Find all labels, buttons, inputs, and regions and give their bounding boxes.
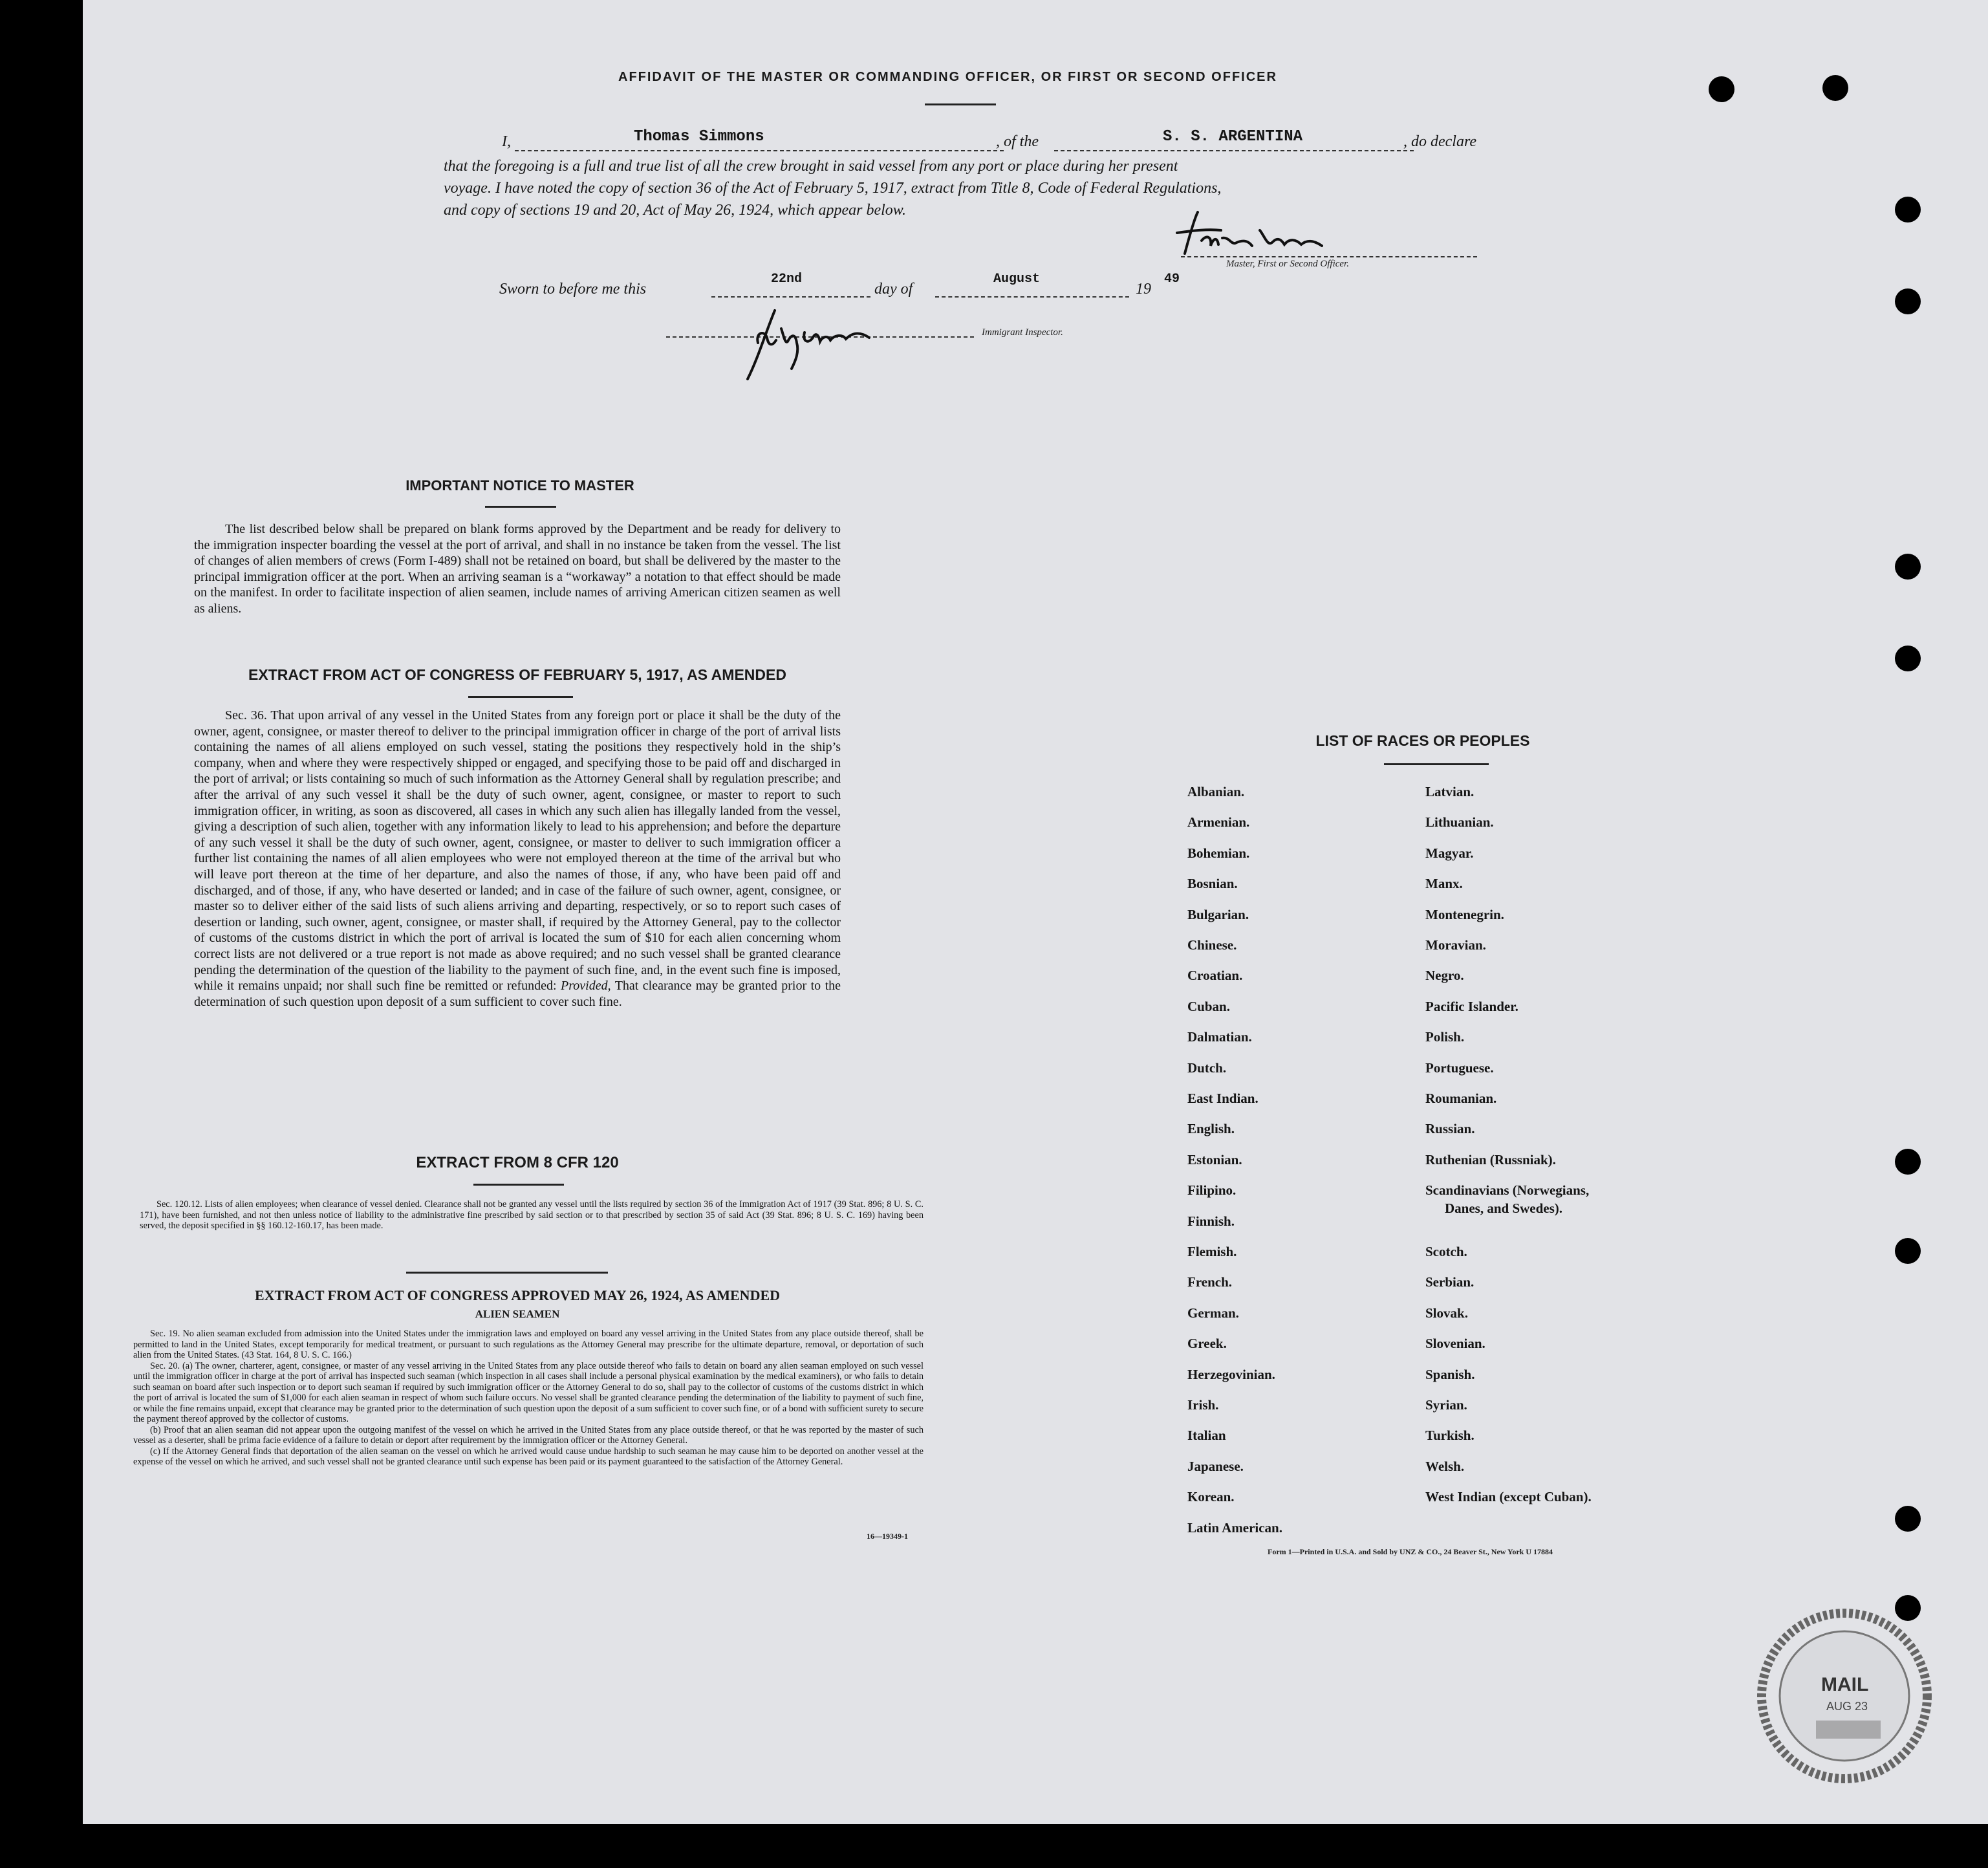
vessel-name: S. S. ARGENTINA	[1163, 128, 1303, 146]
race-item: French.	[1187, 1274, 1233, 1290]
race-item: Scotch.	[1425, 1244, 1467, 1259]
race-item: Filipino.	[1187, 1182, 1237, 1199]
of-the-label: , of the	[996, 133, 1039, 150]
race-item: Ruthenian (Russniak).	[1425, 1151, 1556, 1168]
race-item: Lithuanian.	[1425, 814, 1494, 831]
punch-hole	[1895, 197, 1921, 223]
race-item: Latin American.	[1187, 1519, 1282, 1536]
extract-1917-title: EXTRACT FROM ACT OF CONGRESS OF FEBRUARY 5, 1917, AS AMENDED	[248, 666, 786, 683]
race-item: Armenian.	[1187, 814, 1250, 831]
race-item: Korean.	[1187, 1489, 1235, 1505]
extract-cfr-text	[140, 1199, 924, 1232]
race-item: Bosnian.	[1187, 876, 1238, 892]
sworn-year: 49	[1164, 272, 1180, 287]
extract-1924-text	[133, 1329, 924, 1468]
race-item: Danes, and Swedes).	[1445, 1200, 1563, 1217]
race-item: Dalmatian.	[1187, 1029, 1252, 1045]
form-code: 16—19349-1	[867, 1532, 908, 1541]
race-item: Finnish.	[1187, 1213, 1235, 1229]
punch-hole	[1895, 1149, 1921, 1175]
race-item: Estonian.	[1187, 1151, 1242, 1168]
race-item: English.	[1187, 1121, 1235, 1137]
notice-text	[194, 521, 841, 617]
race-item: Dutch.	[1187, 1059, 1227, 1076]
extract-1917-rule	[468, 696, 573, 698]
races-rule	[1384, 763, 1489, 765]
race-item: Latvian.	[1425, 784, 1475, 799]
do-declare-label: , do declare	[1403, 133, 1477, 150]
proviso-label: Provided,	[561, 979, 611, 994]
race-item: Roumanian.	[1425, 1091, 1497, 1106]
race-item: Bulgarian.	[1187, 906, 1249, 922]
race-item: Albanian.	[1187, 784, 1245, 799]
proviso-text: That clearance may be granted prior to the determination of such question upon deposit of a sum sufficient to cover such fine.	[194, 979, 841, 1009]
vessel-line	[1054, 150, 1414, 151]
extract-cfr-title: EXTRACT FROM 8 CFR 120	[416, 1154, 619, 1171]
postmark-stamp	[1754, 1605, 1935, 1787]
punch-hole	[1822, 75, 1848, 101]
race-item: Slovak.	[1425, 1305, 1468, 1321]
race-item: Slovenian.	[1425, 1336, 1486, 1352]
race-item: Cuban.	[1187, 998, 1230, 1014]
notice-rule	[485, 506, 556, 508]
day-of-label: day of	[874, 281, 913, 298]
race-item: Serbian.	[1425, 1274, 1475, 1290]
declaration-line-4: and copy of sections 19 and 20, Act of May 26, 1924, which appear below.	[444, 202, 907, 219]
year-prefix: 19	[1136, 281, 1151, 298]
sec-20c-paragraph: (c) If the Attorney General finds that deportation of the alien seaman on the vessel on which he arrived would cause undue hardship to such seaman he may cause him to be deported on another vessel at the expense of the vessel on which he arrived, and such vessel shall not be granted clearance until such expense has been paid or its payment guaranteed to the satisfaction of the Attorney General.	[133, 1446, 924, 1467]
notice-paragraph: The list described below shall be prepared on blank forms approved by the Department and be ready for delivery to the immigration inspecter boarding the vessel at the port of arrival, and shall in no instance be taken from the vessel. The list of changes of alien members of crews (Form I-489) shall not be retained on board, but shall be delivered by the master to the principal immigration officer at the port. When an arriving seaman is a “workaway” a notation to that effect should be made on the manifest. In order to facilitate inspection of alien seamen, include names of arriving American citizen seamen as well as aliens.	[194, 522, 841, 616]
sec-20a-paragraph: Sec. 20. (a) The owner, charterer, agent, consignee, or master of any vessel arriving in the United States from any place outside thereof who fails to detain on board any alien seaman employed on such vessel until the immigration officer in charge at the port of arrival has inspected such seaman (which inspection in all cases shall include a personal physical examination by the medical examiners), or who fails to detain such seaman on board after such inspection or to deport such seaman if required by such immigration officer or the Attorney General to do so, shall pay to the collector of customs of the customs district in which the port of arrival is located the sum of $1,000 for each alien seaman in respect of whom such failure occurs. No vessel shall be granted clearance pending the determination of the liability to payment of such fine, or while the fine remains unpaid, except that clearance may be granted prior to the determination of such question upon the deposit of a sum sufficient to cover such fine, or of a bond with sufficient surety to secure the payment thereof approved by the collector of customs.	[133, 1360, 924, 1424]
name-line	[515, 150, 1004, 151]
race-item: Syrian.	[1425, 1397, 1467, 1413]
extract-1924-top-rule	[406, 1272, 608, 1274]
sworn-month: August	[993, 272, 1041, 287]
punch-hole	[1895, 288, 1921, 314]
extract-cfr-rule	[473, 1184, 564, 1186]
sworn-day-line	[711, 296, 870, 298]
race-item: Magyar.	[1425, 845, 1474, 861]
printer-line: Form 1—Printed in U.S.A. and Sold by UNZ & CO., 24 Beaver St., New York U 17884	[1268, 1547, 1553, 1556]
punch-hole	[1895, 554, 1921, 580]
race-item: Flemish.	[1187, 1244, 1237, 1259]
sworn-month-line	[935, 296, 1129, 298]
race-item: Moravian.	[1425, 937, 1486, 953]
sec-20b-paragraph: (b) Proof that an alien seaman did not appear upon the outgoing manifest of the vessel on which he arrived in the United States from any place outside thereof, or that he was reported by the master of such vessel as a deserter, shall be prima facie evidence of a failure to detain or deport after requirement by the immigration officer or the Attorney General.	[133, 1424, 924, 1446]
punch-hole	[1709, 76, 1734, 102]
race-item: East Indian.	[1187, 1091, 1259, 1106]
race-item: West Indian (except Cuban).	[1425, 1489, 1592, 1505]
race-item: Portuguese.	[1425, 1059, 1494, 1076]
punch-hole	[1895, 1506, 1921, 1532]
master-name: Thomas Simmons	[634, 128, 764, 146]
race-item: Montenegrin.	[1425, 906, 1504, 922]
race-item: Italian	[1187, 1428, 1226, 1444]
punch-hole	[1895, 646, 1921, 671]
race-item: Pacific Islander.	[1425, 998, 1518, 1014]
signature-line	[1181, 256, 1477, 257]
race-item: Turkish.	[1425, 1428, 1475, 1444]
stamp-word: MAIL	[1821, 1674, 1869, 1695]
sec-36-text: That upon arrival of any vessel in the United States from any foreign port or place it shall be the duty of the owner, agent, consignee, or master thereof to deliver to the principal immigration officer in charge of the port of arrival lists containing the names of all aliens employed on such vessel, stating the positions they respectively hold in the ship’s company, when and where they were respectively shipped or engaged, and specifying those to be paid off and discharged in the port of arrival; or lists containing so much of such information as the Attorney General shall by regulation prescribe; and after the arrival of any such vessel it shall be the duty of such owner, agent, consignee, or master to report to such immigration officer, in writing, as soon as discovered, all cases in which any such alien has illegally landed from the vessel, giving a description of such alien, together with any information likely to lead to his apprehension; and before the departure of any such vessel it shall be the duty of such owner, agent, consignee, or master to deliver to such immigration officer a further list containing the names of all alien employees who were not employed thereon at the time of the arrival but who will leave port thereon at the time of her departure, and also the names of those, if any, who have been paid off and discharged, and of those, if any, who have deserted or landed; and in case of the failure of such owner, agent, consignee, or master so to deliver either of the said lists of such aliens arriving and departing, respectively, or so to report such cases of desertion or landing, such owner, agent, consignee, or master shall, if required by the Attorney General, pay to the collector of customs of the customs district in which the port of arrival is located the sum of $10 for each alien concerning whom correct lists are not delivered or a true report is not made as above required; and no such vessel shall be granted clearance pending the determination of the question of the liability to the payment of such fine, and, in the event such fine is imposed, while it remains unpaid; nor shall such fine be remitted or refunded:	[194, 708, 841, 994]
alien-seamen-subtitle: ALIEN SEAMEN	[475, 1308, 560, 1320]
extract-1924-title: EXTRACT FROM ACT OF CONGRESS APPROVED MAY 26, 1924, AS AMENDED	[254, 1287, 781, 1303]
declaration-line-3: voyage. I have noted the copy of section 36 of the Act of February 5, 1917, extract from Title 8, Code of Federal Regulations,	[444, 180, 1222, 197]
declaration-i: I,	[502, 133, 511, 150]
race-item: Chinese.	[1187, 937, 1237, 953]
race-item: Herzegovinian.	[1187, 1366, 1275, 1382]
sec-36-label: Sec. 36.	[225, 708, 267, 722]
race-item: Japanese.	[1187, 1458, 1244, 1474]
sec-19-paragraph: Sec. 19. No alien seaman excluded from admission into the United States under the immigration laws and employed on board any vessel arriving in the United States from any place outside thereof, shall be permitted to land in the United States, except temporarily for medical treatment, or pursuant to such regulations as the Attorney General may prescribe for the ultimate departure, removal, or deportation of such alien from the United States. (43 Stat. 164, 8 U. S. C. 166.)	[133, 1329, 924, 1360]
race-item: Croatian.	[1187, 968, 1243, 984]
inspector-signature	[732, 307, 926, 384]
stamp-date: AUG 23	[1826, 1700, 1868, 1713]
race-item: Scandinavians (Norwegians,	[1425, 1182, 1590, 1199]
race-item: Russian.	[1425, 1121, 1475, 1137]
inspector-caption: Immigrant Inspector.	[982, 327, 1063, 338]
cfr-paragraph: Sec. 120.12. Lists of alien employees; when clearance of vessel denied. Clearance shall not be granted any vessel until the lists required by section 36 of the Immigration Act of 1917 (39 Stat. 896; 8 U. S. C. 171), have been furnished, and not then unless notice of liability to the administrative fine prescribed by said section or to that prescribed by section 35 of said Act (39 Stat. 896; 8 U. S. C. 169) having been served, the deposit specified in §§ 160.12-160.17, has been made.	[140, 1199, 924, 1231]
race-item: Bohemian.	[1187, 845, 1250, 861]
extract-1917-text	[194, 708, 841, 1010]
master-signature	[1176, 208, 1370, 260]
race-item: Greek.	[1187, 1336, 1227, 1352]
signature-caption: Master, First or Second Officer.	[1226, 259, 1349, 269]
declaration-line-2: that the foregoing is a full and true list of all the crew brought in said vessel from any port or place during her present	[444, 158, 1178, 175]
sworn-prefix: Sworn to before me this	[499, 281, 647, 298]
races-title: LIST OF RACES OR PEOPLES	[1315, 732, 1530, 749]
punch-hole	[1895, 1238, 1921, 1264]
title-rule	[925, 103, 996, 105]
notice-title: IMPORTANT NOTICE TO MASTER	[405, 477, 634, 494]
race-item: Spanish.	[1425, 1366, 1475, 1382]
race-item: German.	[1187, 1305, 1239, 1321]
affidavit-title: AFFIDAVIT OF THE MASTER OR COMMANDING OFFICER, OR FIRST OR SECOND OFFICER	[618, 70, 1277, 84]
sworn-day: 22nd	[771, 272, 803, 287]
race-item: Irish.	[1187, 1397, 1219, 1413]
race-item: Manx.	[1425, 876, 1463, 892]
race-item: Polish.	[1425, 1029, 1465, 1045]
race-item: Welsh.	[1425, 1458, 1465, 1474]
race-item: Negro.	[1425, 968, 1464, 984]
